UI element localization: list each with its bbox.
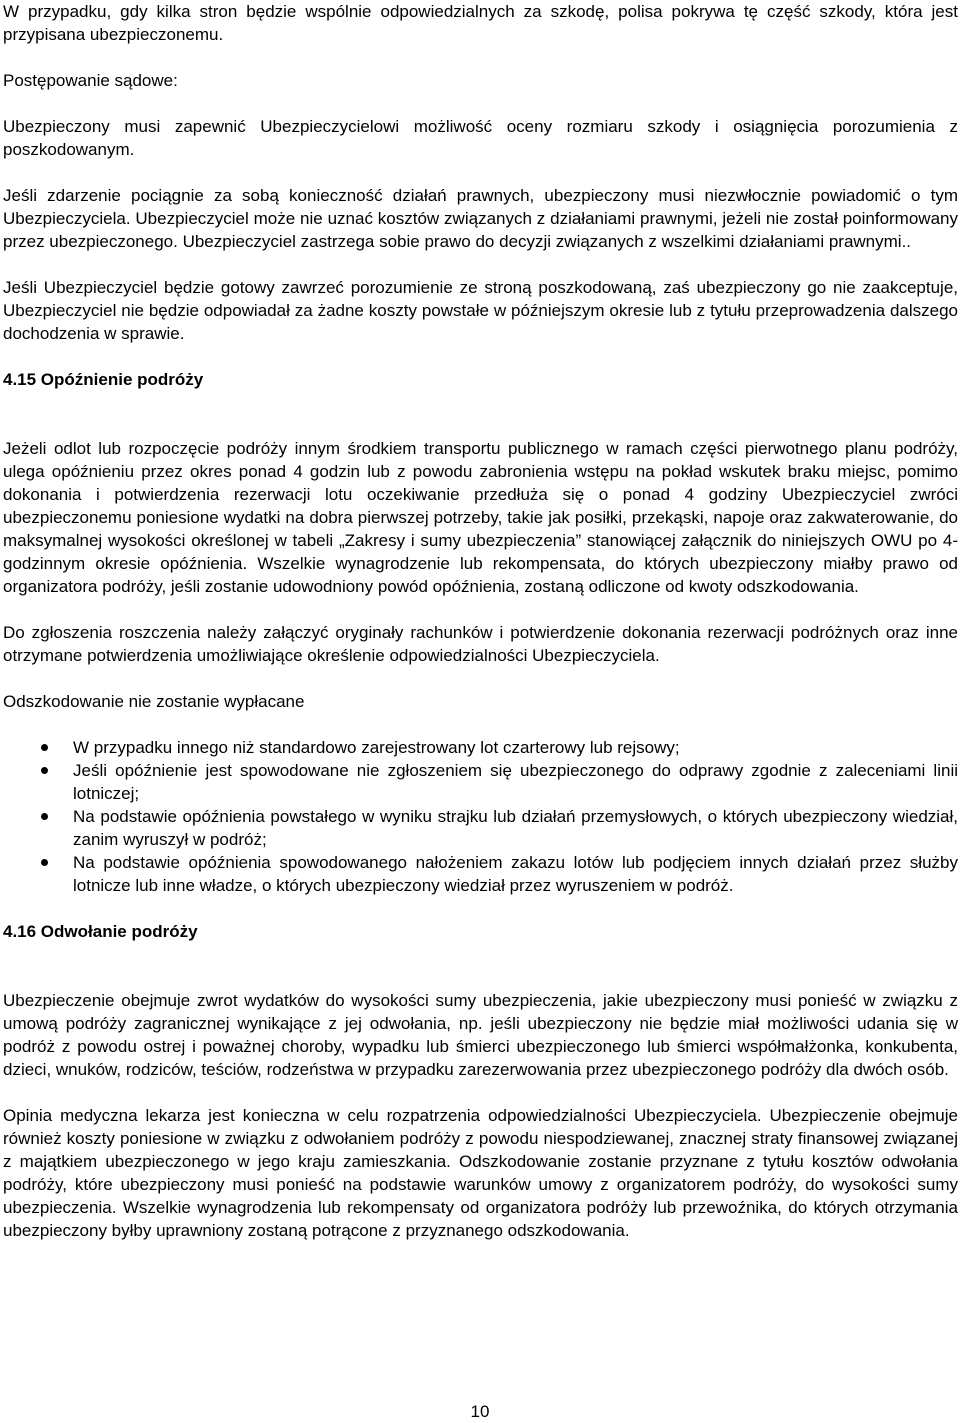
list-item: Na podstawie opóźnienia spowodowanego nałożeniem zakazu lotów lub podjęciem innych działań przez służby lotnicze lub inne władze, o których ubezpieczony wiedział przez wyruszeniem w podróż. xyxy=(3,851,958,897)
paragraph-legal-actions: Jeśli zdarzenie pociągnie za sobą konieczność działań prawnych, ubezpieczony musi niezwłocznie powiadomić o tym Ubezpieczyciela. Ubezpieczyciel może nie uznać kosztów związanych z działaniami prawnymi, jeżeli nie został poinformowany przez ubezpieczonego. Ubezpieczyciel zastrzega sobie prawo do decyzji związanych z wszelkimi działaniami prawnymi.. xyxy=(3,186,958,251)
paragraph-trip-cancellation: Ubezpieczenie obejmuje zwrot wydatków do wysokości sumy ubezpieczenia, jakie ubezpieczony musi ponieść w związku z umową podróży zagranicznej wynikające z jej odwołania, np. jeśli ubezpieczony nie będzie miał możliwości udania się w podróż z powodu ostrej i poważnej choroby, wypadku lub śmierci ubezpieczonego lub śmierci współmałżonka, konkubenta, dzieci, wnuków, rodziców, teściów, rodzeństwa w przypadku zarezerwowania przez ubezpieczonego podróży dla dwóch osób. xyxy=(3,991,958,1079)
paragraph-settlement: Jeśli Ubezpieczyciel będzie gotowy zawrzeć porozumienie ze stroną poszkodowaną, zaś ubezpieczony go nie zaakceptuje, Ubezpieczyciel nie będzie odpowiadał za żadne koszty powstałe w późniejszym okresie lub z tytułu przeprowadzenia dalszego dochodzenia w sprawie. xyxy=(3,278,958,343)
list-item: Jeśli opóźnienie jest spowodowane nie zgłoszeniem się ubezpieczonego do odprawy zgodnie z zaleceniami linii lotniczej; xyxy=(3,759,958,805)
section-heading-4-15: 4.15 Opóźnienie podróży xyxy=(3,370,204,389)
paragraph-travel-delay: Jeżeli odlot lub rozpoczęcie podróży innym środkiem transportu publicznego w ramach części pierwotnego planu podróży, ulega opóźnieniu przez okres ponad 4 godzin lub z powodu zabronienia wstępu na pokład wskutek braku miejsc, pomimo dokonania i potwierdzenia rezerwacji lotu oczekiwanie przedłuża się o ponad 4 godziny Ubezpieczyciel zwróci ubezpieczonemu poniesione wydatki na dobra pierwszej potrzeby, takie jak posiłki, przekąski, napoje oraz zakwaterowanie, do maksymalnej wysokości określonej w tabeli „Zakresy i sumy ubezpieczenia” stanowiącej załącznik do niniejszych OWU po 4-godzinnym okresie opóźnienia. Wszelkie wynagrodzenie lub rekompensata, do których ubezpieczony miałby prawo od organizatora podróży, jeśli zostanie udowodniony powód opóźnienia, zostaną odliczone od kwoty odszkodowania. xyxy=(3,439,958,596)
paragraph-joint-liability: W przypadku, gdy kilka stron będzie wspólnie odpowiedzialnych za szkodę, polisa pokrywa tę część szkody, która jest przypisana ubezpieczonemu. xyxy=(3,2,958,44)
paragraph-court-proceedings-label: Postępowanie sądowe: xyxy=(3,71,178,90)
document-page xyxy=(3,0,958,1242)
exclusions-list xyxy=(3,736,958,897)
section-heading-4-16: 4.16 Odwołanie podróży xyxy=(3,922,198,941)
list-item: Na podstawie opóźnienia powstałego w wyniku strajku lub działań przemysłowych, o których ubezpieczony wiedział, zanim wyruszył w podróż; xyxy=(3,805,958,851)
paragraph-medical-opinion: Opinia medyczna lekarza jest konieczna w celu rozpatrzenia odpowiedzialności Ubezpieczyciela. Ubezpieczenie obejmuje również koszty poniesione w związku z odwołaniem podróży z powodu niespodziewanej, znacznej straty finansowej związanej z majątkiem ubezpieczonego w jego kraju zamieszkania. Odszkodowanie zostanie przyznane z tytułu kosztów odwołania podróży, które ubezpieczony musi ponieść na podstawie warunków umowy z organizatorem podróży, do wysokości sumy ubezpieczenia. Wszelkie wynagrodzenia lub rekompensaty od organizatora podróży lub przewoźnika, do których otrzymania ubezpieczony byłby uprawniony zostaną potrącone z przyznanego odszkodowania. xyxy=(3,1106,958,1240)
list-item: W przypadku innego niż standardowo zarejestrowany lot czarterowy lub rejsowy; xyxy=(3,736,958,759)
paragraph-insurer-assessment: Ubezpieczony musi zapewnić Ubezpieczycielowi możliwość oceny rozmiaru szkody i osiągnięcia porozumienia z poszkodowanym. xyxy=(3,117,958,159)
page-number: 10 xyxy=(470,1402,490,1421)
paragraph-exclusions-intro: Odszkodowanie nie zostanie wypłacane xyxy=(3,692,305,711)
paragraph-claim-documents: Do zgłoszenia roszczenia należy załączyć oryginały rachunków i potwierdzenie dokonania rezerwacji podróżnych oraz inne otrzymane potwierdzenia umożliwiające określenie odpowiedzialności Ubezpieczyciela. xyxy=(3,623,958,665)
